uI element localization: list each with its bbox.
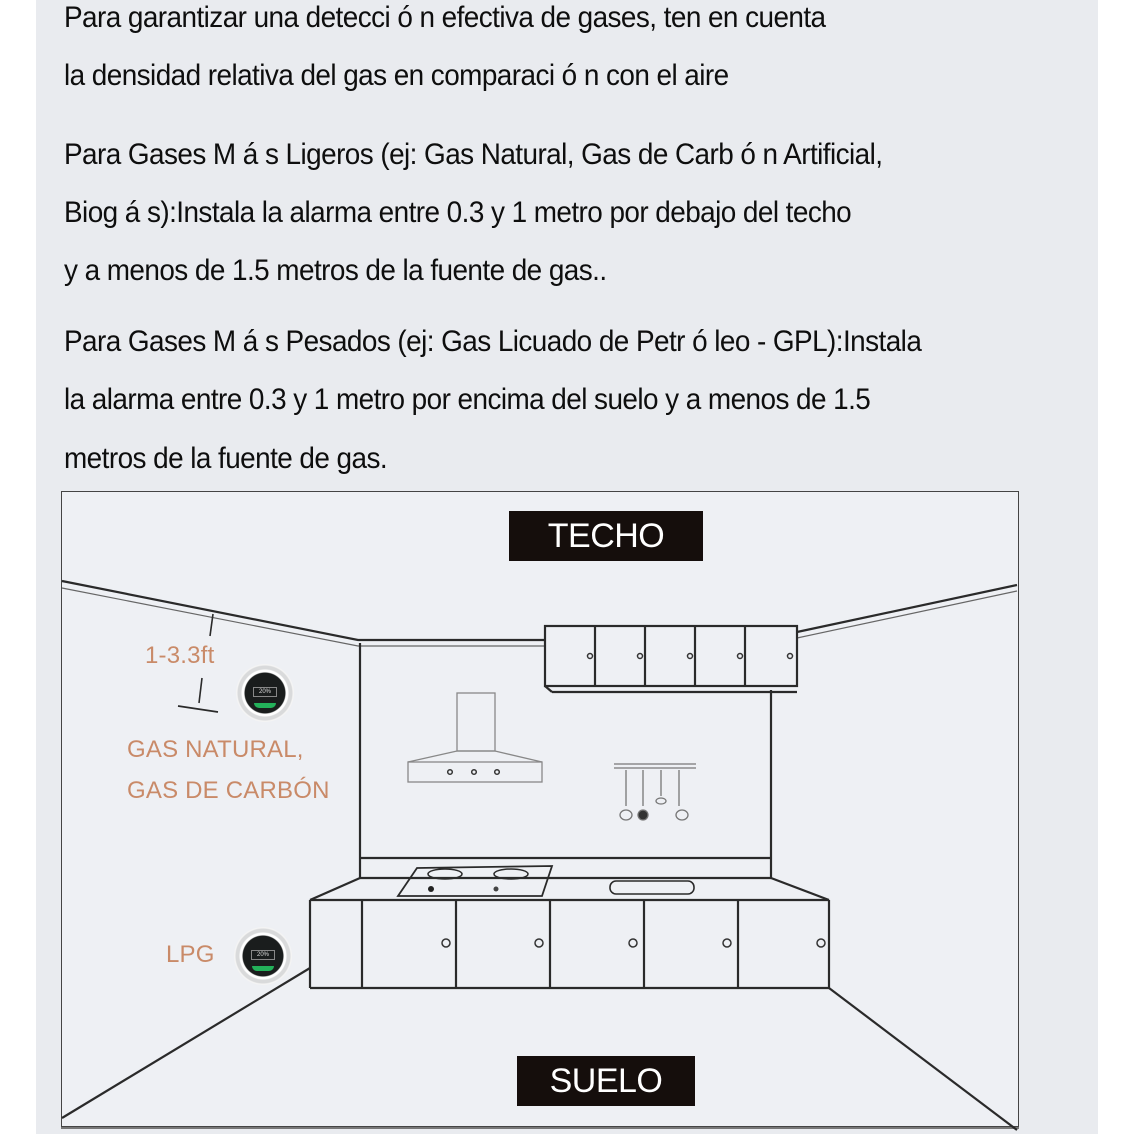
upper-detector-label-1: GAS NATURAL,	[127, 736, 304, 763]
gas-detector-upper-icon	[236, 664, 294, 722]
light-gases-line-3: y a menos de 1.5 metros de la fuente de gas..	[64, 254, 607, 287]
lower-detector-label: LPG	[166, 941, 215, 968]
light-gases-line-1: Para Gases M á s Ligeros (ej: Gas Natural, Gas de Carb ó n Artificial,	[64, 138, 883, 171]
heavy-gases-line-3: metros de la fuente de gas.	[64, 442, 388, 475]
heavy-gases-line-1: Para Gases M á s Pesados (ej: Gas Licuado de Petr ó leo - GPL):Instala	[64, 325, 922, 358]
heavy-gases-line-2: la alarma entre 0.3 y 1 metro por encima del suelo y a menos de 1.5	[64, 383, 871, 416]
detector-status-ring	[254, 703, 276, 708]
detector-display: 20%	[253, 687, 277, 697]
upper-detector-label-2: GAS DE CARBÓN	[127, 777, 330, 804]
distance-label: 1-3.3ft	[145, 642, 215, 669]
intro-line-2: la densidad relativa del gas en comparaci ó n con el aire	[64, 59, 729, 92]
floor-label: SUELO	[517, 1056, 695, 1106]
detector-display: 20%	[251, 950, 275, 960]
ceiling-label: TECHO	[509, 511, 703, 561]
intro-line-1: Para garantizar una detecci ó n efectiva de gases, ten en cuenta	[64, 1, 826, 34]
light-gases-line-2: Biog á s):Instala la alarma entre 0.3 y 1 metro por debajo del techo	[64, 196, 852, 229]
gas-detector-lower-icon	[234, 927, 292, 985]
detector-status-ring	[252, 966, 274, 971]
